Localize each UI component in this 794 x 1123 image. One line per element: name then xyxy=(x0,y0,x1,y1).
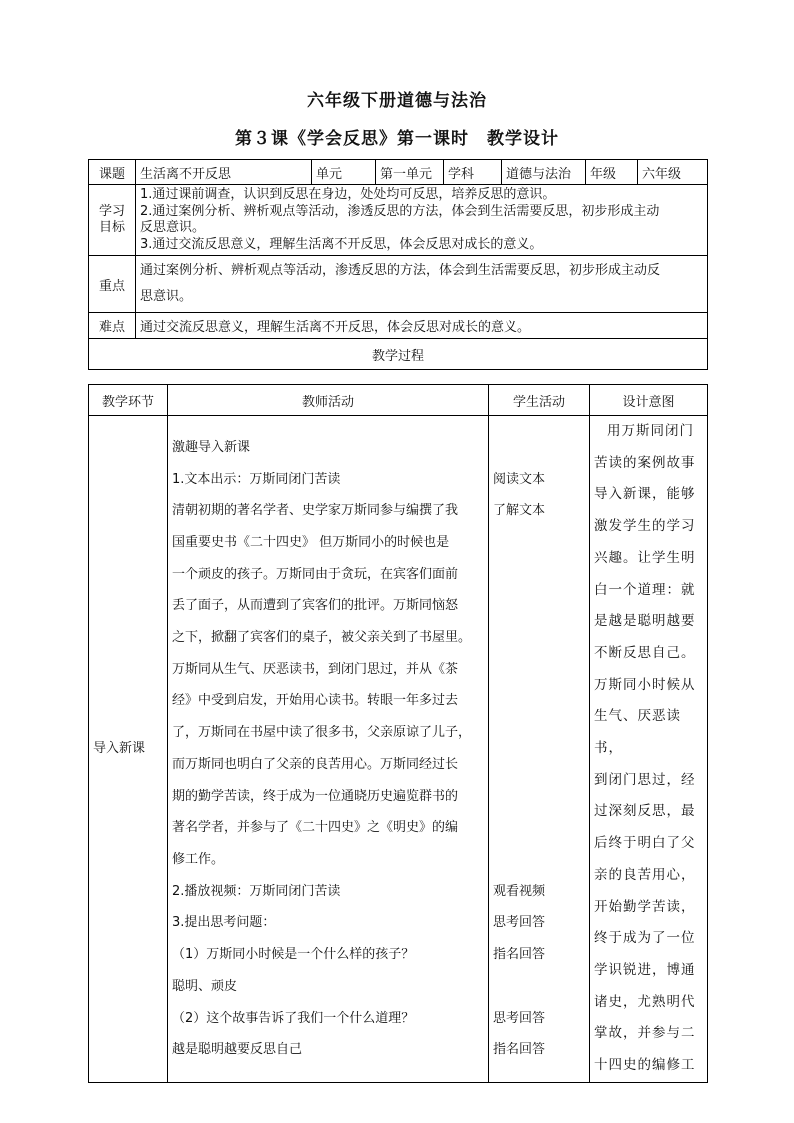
student-line xyxy=(493,781,585,813)
intent-line: 后终于明白了父 xyxy=(594,835,696,852)
student-line xyxy=(493,432,585,464)
lesson-plan-table xyxy=(88,159,708,370)
intent-line: 掌故，并参与二 xyxy=(594,1025,696,1042)
intent-line: 苦读的案例故事 xyxy=(594,454,696,471)
key-points-text: 通过案例分析、辨析观点等活动，渗透反思的方法，体会到生活需要反思，初步形成主动反 思意识。 xyxy=(136,256,708,313)
student-line: 阅读文本 xyxy=(493,471,546,487)
difficulties-row xyxy=(89,313,708,339)
teacher-line: 1.文本出示：万斯同闭门苦读 xyxy=(172,471,341,487)
grade-label: 年级 xyxy=(586,160,638,185)
teacher-line: 而万斯同也明白了父亲的良苦用心。万斯同经过长 xyxy=(172,756,459,772)
teacher-line: 清朝初期的著名学者、史学家万斯同参与编撰了我 xyxy=(172,503,459,519)
process-title: 教学过程 xyxy=(89,339,708,370)
teacher-line: 修工作。 xyxy=(172,851,225,867)
process-col-student: 学生活动 xyxy=(489,385,590,416)
teacher-line: 经》中受到启发，开始用心读书。转眼一年多过去 xyxy=(172,693,459,709)
intent-line: 万斯同小时候从 xyxy=(594,676,696,693)
intent-line: 终于成为了一位 xyxy=(594,930,696,947)
document-title: 六年级下册道德与法治 xyxy=(307,91,487,111)
student-line xyxy=(493,749,585,781)
teacher-activity-cell xyxy=(168,416,489,1083)
teacher-line: 丢了面子，从而遭到了宾客们的批评。万斯同恼怒 xyxy=(172,598,459,614)
teacher-line: 越是聪明越要反思自己 xyxy=(172,1042,303,1058)
teacher-line: 著名学者，并参与了《二十四史》之《明史》的编 xyxy=(172,820,459,836)
teacher-line: 激趣导入新课 xyxy=(172,439,251,455)
student-line xyxy=(493,527,585,559)
stage-cell: 导入新课 xyxy=(89,416,168,1083)
teacher-line: （1）万斯同小时候是一个什么样的孩子？ xyxy=(172,947,415,963)
grade-value: 六年级 xyxy=(638,160,708,185)
topic-value: 生活离不开反思 xyxy=(136,160,312,185)
intent-line: 激发学生的学习 xyxy=(594,518,696,535)
objectives-row xyxy=(89,185,708,256)
design-intent-cell xyxy=(590,416,708,1083)
intent-line: 开始勤学苦读， xyxy=(594,898,696,915)
topic-label: 课题 xyxy=(89,160,136,185)
student-line xyxy=(493,971,585,1003)
intent-line: 导入新课，能够 xyxy=(594,486,696,503)
subject-label: 学科 xyxy=(444,160,502,185)
student-line: 观看视频 xyxy=(493,883,546,899)
objectives-text: 1.通过课前调查，认识到反思在身边，处处均可反思，培养反思的意识。 2.通过案例分析、辨析观点等活动，渗透反思的方法，体会到生活需要反思，初步形成主动 反思意识。 3.通过交流反思意义，理解生活离不开反思，体会反思对成长的意义。 xyxy=(136,185,708,256)
teacher-line: （2）这个故事告诉了我们一个什么道理？ xyxy=(172,1010,415,1026)
teacher-line: 期的勤学苦读，终于成为一位通晓历史遍览群书的 xyxy=(172,788,459,804)
process-table xyxy=(88,384,708,1083)
student-line xyxy=(493,559,585,591)
unit-value: 第一单元 xyxy=(376,160,444,185)
student-line: 指名回答 xyxy=(493,947,546,963)
process-col-stage: 教学环节 xyxy=(89,385,168,416)
key-points-label: 重点 xyxy=(89,256,136,313)
teacher-line: 之下，掀翻了宾客们的桌子，被父亲关到了书屋里。 xyxy=(172,630,472,646)
difficulties-label: 难点 xyxy=(89,313,136,339)
intent-line: 亲的良苦用心， xyxy=(594,866,696,883)
intent-line: 兴趣。让学生明 xyxy=(594,549,696,566)
teacher-line: 聪明、顽皮 xyxy=(172,978,238,994)
teacher-line: 一个顽皮的孩子。万斯同由于贪玩，在宾客们面前 xyxy=(172,566,459,582)
student-line xyxy=(493,590,585,622)
difficulties-text: 通过交流反思意义，理解生活离不开反思，体会反思对成长的意义。 xyxy=(136,313,708,339)
intent-line: 用万斯同闭门 xyxy=(607,423,694,439)
student-line xyxy=(493,654,585,686)
process-col-intent: 设计意图 xyxy=(590,385,708,416)
unit-label: 单元 xyxy=(312,160,376,185)
teacher-line: 国重要史书《二十四史》 但万斯同小的时候也是 xyxy=(172,534,450,550)
student-activity-cell xyxy=(489,416,590,1083)
teacher-line: 了，万斯同在书屋中读了很多书，父亲原谅了儿子， xyxy=(172,725,472,741)
student-line: 指名回答 xyxy=(493,1042,546,1058)
student-line: 思考回答 xyxy=(493,1010,546,1026)
intent-line: 到闭门思过，经 xyxy=(594,771,696,788)
student-line: 思考回答 xyxy=(493,915,546,931)
intent-line: 诸史，尤熟明代 xyxy=(594,993,696,1010)
teacher-line: 万斯同从生气、厌恶读书，到闭门思过，并从《茶 xyxy=(172,661,459,677)
intent-line: 是越是聪明越要 xyxy=(594,613,696,630)
process-header-row xyxy=(89,385,708,416)
student-line xyxy=(493,717,585,749)
process-title-row xyxy=(89,339,708,370)
intent-line: 不断反思自己。 xyxy=(594,644,696,661)
subject-value: 道德与法治 xyxy=(502,160,586,185)
objectives-label: 学习 目标 xyxy=(89,185,136,256)
intent-line: 学识锐进，博通 xyxy=(594,961,696,978)
document-subtitle: 第３课《学会反思》第一课时 教学设计 xyxy=(235,129,559,149)
teacher-line: 2.播放视频：万斯同闭门苦读 xyxy=(172,883,341,899)
student-line xyxy=(493,622,585,654)
process-body-row xyxy=(89,416,708,1083)
intent-line: 十四史的编修工 xyxy=(594,1057,696,1074)
student-line xyxy=(493,685,585,717)
intent-line: 生气、厌恶读书， xyxy=(594,708,681,757)
intent-line: 过深刻反思，最 xyxy=(594,803,696,820)
student-line: 了解文本 xyxy=(493,503,546,519)
student-line xyxy=(493,812,585,844)
header-row xyxy=(89,160,708,185)
process-col-teacher: 教师活动 xyxy=(168,385,489,416)
key-points-row xyxy=(89,256,708,313)
teacher-line: 3.提出思考问题： xyxy=(172,915,276,931)
student-line xyxy=(493,844,585,876)
intent-line: 白一个道理：就 xyxy=(594,581,696,598)
